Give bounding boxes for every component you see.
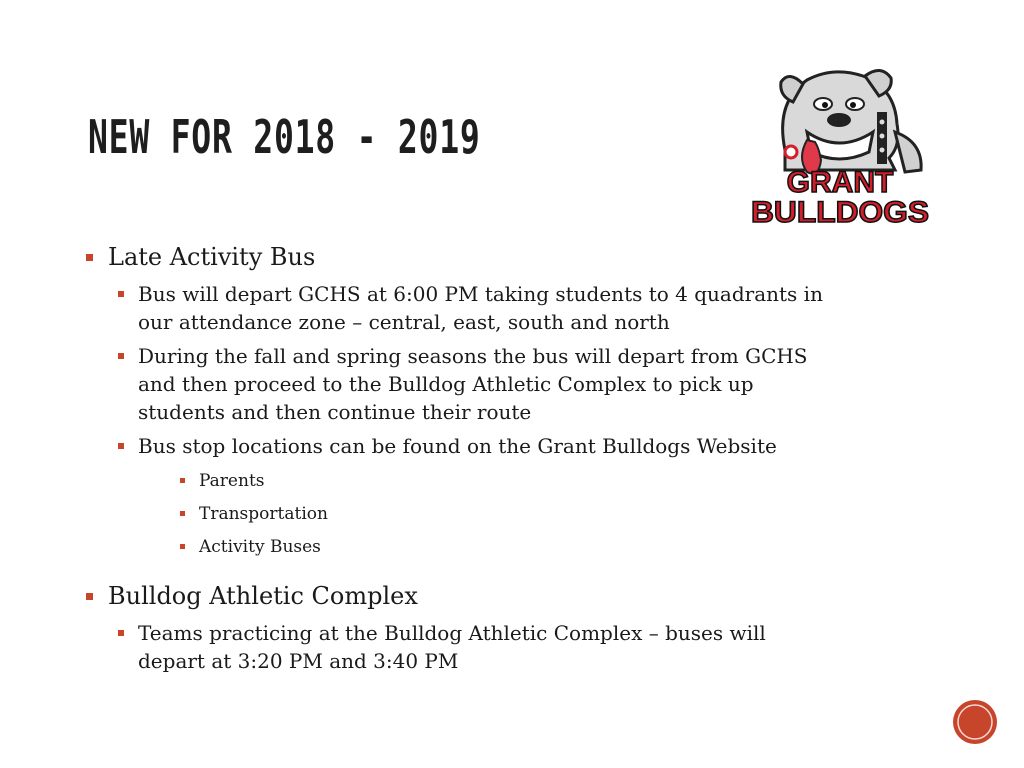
sub-bullet-departure-time: Bus will depart GCHS at 6:00 PM taking students to 4 quadrants in our attendance zone – central, east, south and north — [86, 280, 966, 336]
sub-sub-bullet-transportation: Transportation — [86, 502, 966, 526]
square-bullet-icon — [86, 593, 93, 600]
sub-sub-bullet-parents: Parents — [86, 469, 966, 493]
square-bullet-icon — [118, 630, 124, 636]
square-bullet-icon — [180, 544, 185, 549]
sub-bullet-seasonal-route: During the fall and spring seasons the bus will depart from GCHS and then proceed to the Bulldog Athletic Complex to pick up students and then continue their route — [86, 342, 966, 426]
sub-bullet-practice-buses: Teams practicing at the Bulldog Athletic Complex – buses will depart at 3:20 PM and 3:40 PM — [86, 619, 966, 675]
square-bullet-icon — [86, 254, 93, 261]
square-bullet-icon — [118, 291, 124, 297]
sub-bullet-bus-stop-locations: Bus stop locations can be found on the Grant Bulldogs Website — [86, 432, 966, 460]
bulldog-mascot-logo — [781, 70, 921, 173]
logo-text-bulldogs: BULLDOGS — [751, 196, 929, 227]
bullet-late-activity-bus: Late Activity Bus — [86, 240, 966, 274]
grant-bulldogs-logo — [745, 62, 935, 227]
square-bullet-icon — [118, 353, 124, 359]
square-bullet-icon — [180, 511, 185, 516]
logo-text-grant: GRANT — [786, 166, 894, 199]
bullet-athletic-complex: Bulldog Athletic Complex — [86, 579, 966, 613]
bullet-content — [86, 240, 966, 675]
next-slide-circle-icon[interactable] — [953, 700, 997, 744]
square-bullet-icon — [118, 443, 124, 449]
sub-sub-bullet-activity-buses: Activity Buses — [86, 535, 966, 559]
square-bullet-icon — [180, 478, 185, 483]
slide-title: NEW FOR 2018 - 2019 — [88, 110, 481, 164]
